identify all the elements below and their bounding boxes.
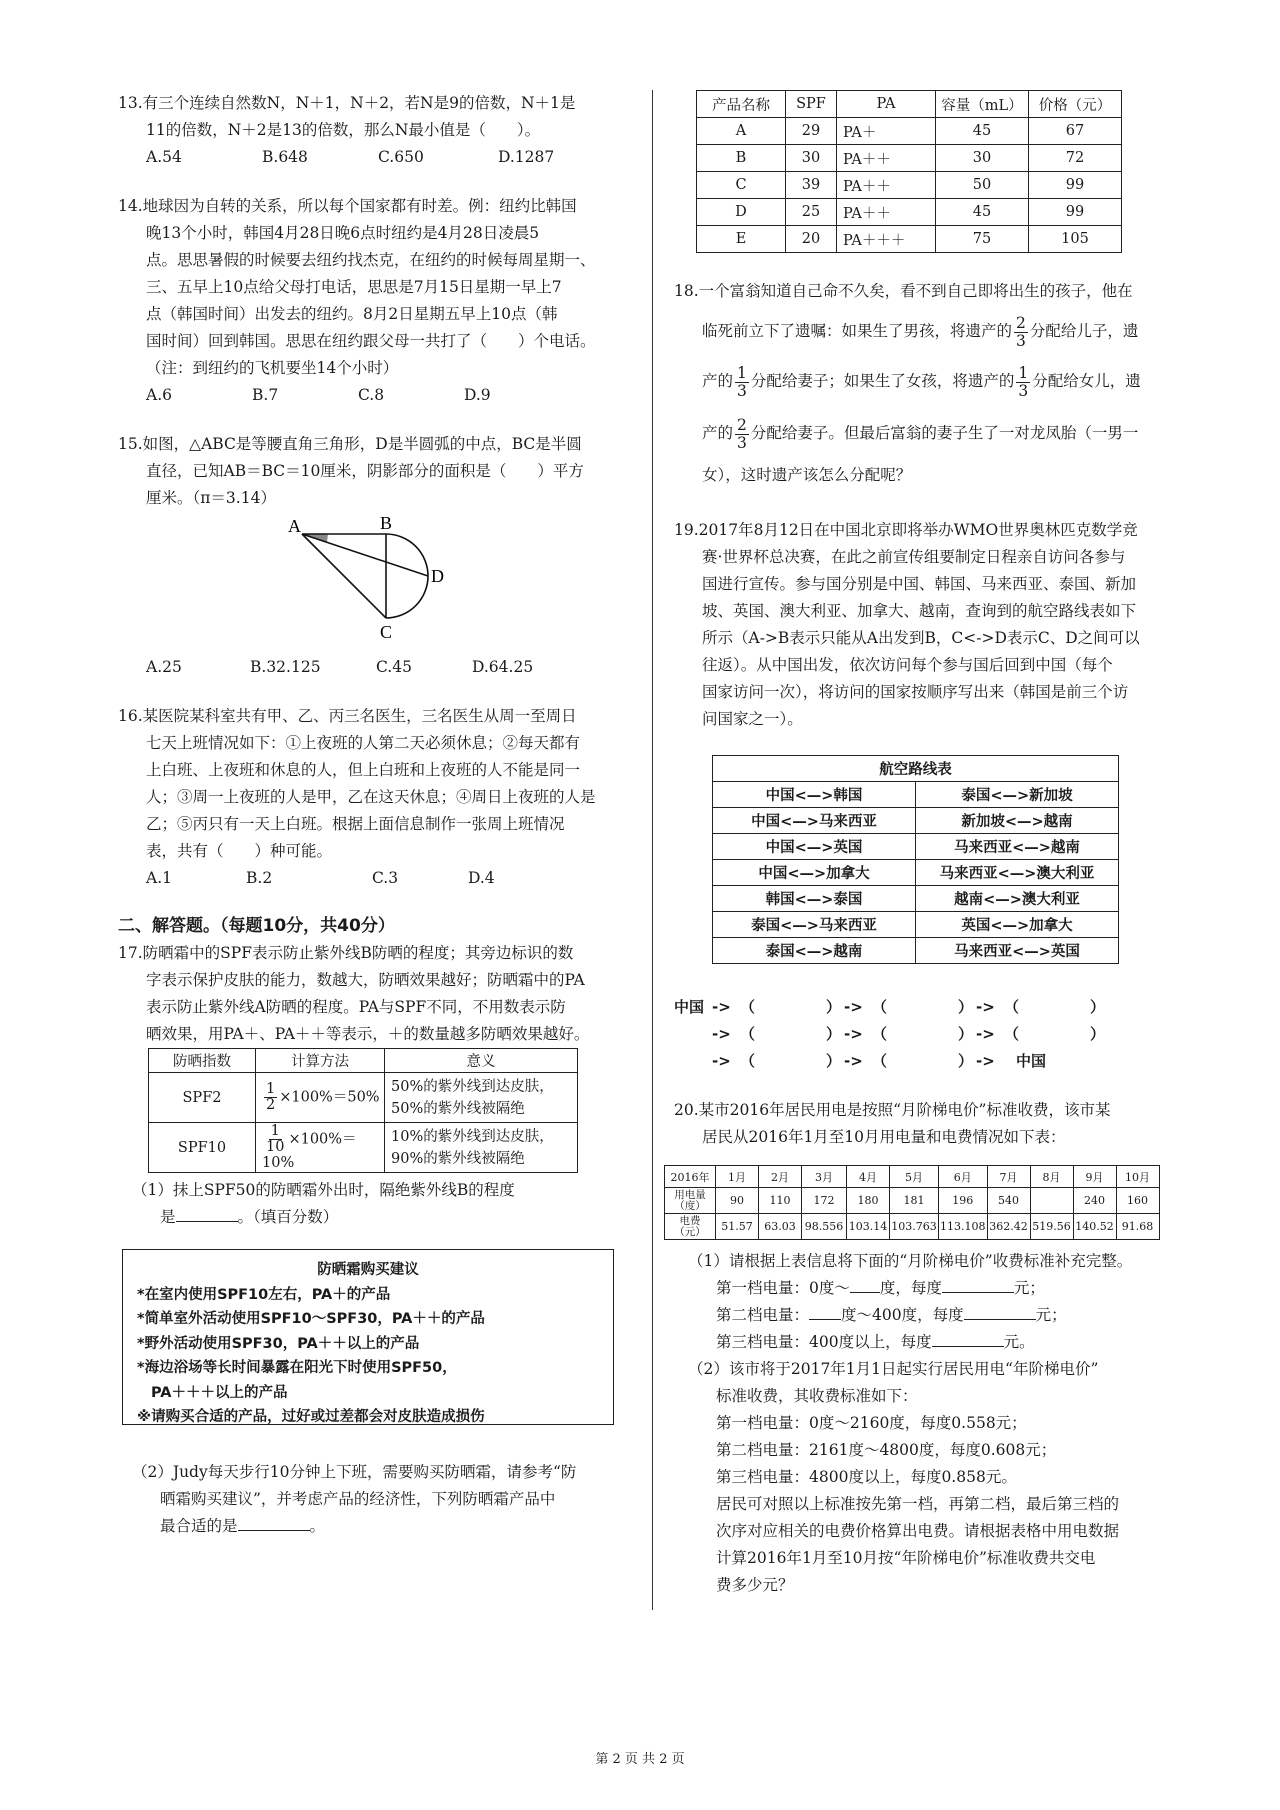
q20-sub2-line: 第三档电量：4800度以上，每度0.858元。	[716, 1468, 1017, 1486]
q14-line: （注：到纽约的飞机要坐14个小时）	[146, 359, 399, 377]
spf-row	[149, 1123, 578, 1173]
advice-box	[122, 1249, 614, 1425]
spf-table	[148, 1048, 578, 1173]
question-20	[670, 1097, 1182, 1599]
electricity-fee-row: 电费 （元） 51.57 63.03 98.556 103.14 103.763 113.108 362.42 519.56 140.52 91.68	[665, 1214, 1160, 1240]
q16-line: 七天上班情况如下：①上夜班的人第二天必须休息；②每天都有	[146, 734, 581, 752]
question-15	[118, 431, 636, 681]
option-b: B.2	[246, 869, 273, 887]
answer-blank[interactable]	[942, 1276, 1014, 1293]
q18-line: 女），这时遗产该怎么分配呢？	[702, 466, 912, 484]
label-d: D	[431, 566, 444, 586]
q17-line: 晒效果，用PA＋、PA＋＋等表示，＋的数量越多防晒效果越好。	[146, 1025, 590, 1043]
page-footer: 第 2 页 共 2 页	[595, 1752, 685, 1767]
option-c: C.8	[358, 386, 385, 404]
q20-sub2-line: （2）该市将于2017年1月1日起实行居民用电“年阶梯电价”	[688, 1360, 1099, 1378]
product-row: C 39 PA＋＋ 50 99	[697, 172, 1122, 199]
q17-sub2-answer-line: 最合适的是 。	[118, 1513, 636, 1540]
route-row: 中国<—>加拿大 马来西亚<—>澳大利亚	[713, 860, 1119, 886]
q17-sub2-line: 晒霜购买建议”，并考虑产品的经济性，下列防晒霜产品中	[160, 1490, 556, 1509]
route-answer	[674, 994, 1182, 1075]
route-row: 中国<—>英国 马来西亚<—>越南	[713, 834, 1119, 860]
label-b: B	[380, 513, 393, 533]
route-answer-row: -> （ ） -> （ ） -> （ ）	[712, 1025, 1106, 1043]
product-header: SPF	[786, 91, 837, 118]
route-start: 中国	[674, 998, 705, 1016]
q15-line: 直径，已知AB＝BC＝10厘米，阴影部分的面积是（ ）平方	[146, 462, 584, 480]
q16-line: 16.某医院某科室共有甲、乙、丙三名医生，三名医生从周一至周日	[118, 707, 577, 725]
q19-line: 19.2017年8月12日在中国北京即将举办WMO世界奥林匹克数学竞	[674, 521, 1138, 539]
q20-line: 20.某市2016年居民用电是按照“月阶梯电价”标准收费，该市某	[674, 1101, 1111, 1119]
option-b: B.648	[262, 148, 308, 166]
spf-header: 意义	[385, 1049, 578, 1073]
q19-line: 国进行宣传。参与国分别是中国、韩国、马来西亚、泰国、新加	[702, 575, 1137, 593]
answer-blank[interactable]	[964, 1303, 1036, 1320]
electricity-table	[664, 1165, 1160, 1240]
option-a: A.54	[146, 148, 182, 166]
label-a: A	[288, 516, 301, 536]
q17-sub2	[118, 1459, 636, 1540]
spf-header: 计算方法	[256, 1049, 385, 1073]
question-17	[118, 940, 636, 1540]
spf-calc: $\frac{1}{2}$ ×100%＝50%	[256, 1073, 385, 1123]
product-table	[696, 90, 1122, 253]
question-19	[674, 517, 1182, 1075]
q20-sub2-line: 第一档电量：0度～2160度，每度0.558元；	[716, 1414, 1027, 1432]
q20-sub2-line: 居民可对照以上标准按先第一档，再第二档，最后第三档的	[716, 1495, 1120, 1513]
option-c: C.3	[372, 869, 399, 887]
q20-sub1-line: （1）请根据上表信息将下面的“月阶梯电价”收费标准补充完整。	[688, 1252, 1133, 1270]
spf-header: 防晒指数	[149, 1049, 256, 1073]
answer-blank[interactable]	[238, 1514, 310, 1531]
q20-sub2-line: 费多少元？	[716, 1576, 794, 1594]
q13-line: 13.有三个连续自然数N，N＋1，N＋2，若N是9的倍数，N＋1是	[118, 94, 576, 112]
q17-sub1-answer-line: 是 。（填百分数）	[118, 1204, 636, 1231]
q19-line: 赛·世界杯总决赛，在此之前宣传组要制定日程亲自访问各参与	[702, 548, 1126, 566]
tier-3-line: 第三档电量：400度以上，每度 元。	[674, 1329, 1182, 1356]
product-header: 容量（mL）	[936, 91, 1029, 118]
advice-item: *野外活动使用SPF30，PA＋＋以上的产品	[137, 1335, 420, 1352]
product-row: D 25 PA＋＋ 45 99	[697, 199, 1122, 226]
q14-line: 三、五早上10点给父母打电话，思思是7月15日星期一早上7	[146, 278, 562, 296]
q19-line: 问国家之一）。	[702, 710, 803, 728]
q16-line: 表，共有（ ）种可能。	[146, 842, 333, 860]
semicircle-arc	[386, 534, 428, 618]
triangle-semicircle-figure	[118, 512, 478, 650]
q20-line: 居民从2016年1月至10月用电量和电费情况如下表：	[702, 1128, 1066, 1146]
product-header: PA	[837, 91, 936, 118]
q14-line: 点（韩国时间）出发去的纽约。8月2日星期五早上10点（韩	[146, 305, 558, 323]
spf-index: SPF10	[149, 1123, 256, 1173]
answer-blank[interactable]	[809, 1303, 841, 1320]
option-a: A.25	[146, 658, 182, 676]
route-row: 韩国<—>泰国 越南<—>澳大利亚	[713, 886, 1119, 912]
q19-line: 坡、英国、澳大利亚、加拿大、越南，查询到的航空路线表如下	[702, 602, 1137, 620]
q17-line: 字表示保护皮肤的能力，数越大，防晒效果越好；防晒霜中的PA	[146, 971, 585, 989]
product-row: A 29 PA＋ 45 67	[697, 118, 1122, 145]
electricity-header-row: 2016年 1月 2月 3月 4月 5月 6月 7月 8月 9月 10月	[665, 1166, 1160, 1188]
spf-index: SPF2	[149, 1073, 256, 1123]
answer-blank[interactable]	[932, 1330, 1004, 1347]
tier-1-line: 第一档电量：0度～ 度，每度 元；	[674, 1275, 1182, 1302]
option-d: D.1287	[498, 148, 555, 166]
option-c: C.650	[378, 148, 424, 166]
q17-line: 表示防止紫外线A防晒的程度。PA与SPF不同，不用数表示防	[146, 998, 566, 1016]
option-b: B.32.125	[250, 658, 321, 676]
q16-line: 上白班、上夜班和休息的人，但上白班和上夜班的人不能是同一	[146, 761, 581, 779]
spf-calc: $\frac{1}{10}$ ×100%＝10%	[256, 1123, 385, 1173]
q16-line: 乙；⑤丙只有一天上白班。根据上面信息制作一张周上班情况	[146, 815, 565, 833]
option-d: D.4	[468, 869, 495, 887]
q19-line: 国家访问一次），将访问的国家按顺序写出来（韩国是前三个访	[702, 683, 1129, 701]
question-18	[674, 275, 1182, 491]
route-row: 中国<—>韩国 泰国<—>新加坡	[713, 782, 1119, 808]
column-divider	[652, 90, 653, 1610]
advice-item: *简单室外活动使用SPF10～SPF30，PA＋＋的产品	[137, 1311, 485, 1328]
q14-line: 14.地球因为自转的关系，所以每个国家都有时差。例：纽约比韩国	[118, 197, 577, 215]
route-title: 航空路线表	[713, 756, 1119, 782]
route-answer-row: 中国 -> （ ） -> （ ） -> （ ）	[674, 994, 1182, 1021]
q14-line: 点。思思暑假的时候要去纽约找杰克，在纽约的时候每周星期一、	[146, 251, 596, 269]
q13-options	[118, 144, 636, 171]
spf-meaning: 50%的紫外线到达皮肤， 50%的紫外线被隔绝	[385, 1073, 578, 1123]
advice-item: *在室内使用SPF10左右，PA＋的产品	[137, 1286, 391, 1303]
q19-line: 往返）。从中国出发，依次访问每个参与国后回到中国（每个	[702, 656, 1113, 674]
route-table	[712, 755, 1119, 964]
q20-sub2-line: 次序对应相关的电费价格算出电费。请根据表格中用电数据	[716, 1522, 1120, 1540]
q18-line: 临死前立下了遗嘱：如果生了男孩，将遗产的 $\frac{2}{3}$ 分配给儿子，遗	[702, 314, 1139, 350]
q18-line: 产的 $\frac{1}{3}$ 分配给妻子；如果生了女孩，将遗产的 $\frac{1}{3}$ 分配给女儿，遗	[702, 364, 1141, 400]
answer-blank[interactable]	[850, 1276, 880, 1293]
q17-sub2-line: （2）Judy每天步行10分钟上下班，需要购买防晒霜，请参考“防	[132, 1463, 577, 1482]
q20-sub2-line: 第二档电量：2161度～4800度，每度0.608元；	[716, 1441, 1057, 1459]
q14-options	[118, 382, 636, 409]
q14-line: 晚13个小时，韩国4月28日晚6点时纽约是4月28日凌晨5	[146, 224, 540, 242]
advice-item: *海边浴场等长时间暴露在阳光下时使用SPF50，	[137, 1360, 457, 1377]
q15-line: 厘米。（π＝3.14）	[146, 489, 276, 507]
q20-sub1	[674, 1248, 1182, 1356]
q15-line: 15.如图，△ABC是等腰直角三角形，D是半圆弧的中点，BC是半圆	[118, 435, 582, 453]
route-end: 中国	[1016, 1052, 1047, 1070]
option-a: A.6	[146, 386, 172, 404]
q13-line: 11的倍数，N＋2是13的倍数，那么N最小值是（ ）。	[146, 121, 541, 139]
segment-ac	[302, 534, 386, 618]
question-16	[118, 703, 636, 892]
product-row: B 30 PA＋＋ 30 72	[697, 145, 1122, 172]
question-13	[118, 90, 636, 171]
option-a: A.1	[146, 869, 172, 887]
q19-line: 所示（A->B表示只能从A出发到B，C<->D表示C、D之间可以	[702, 629, 1140, 647]
route-row: 泰国<—>越南 马来西亚<—>英国	[713, 938, 1119, 964]
tier-2-line: 第二档电量： 度～400度，每度 元；	[674, 1302, 1182, 1329]
q20-sub2-line: 计算2016年1月至10月按“年阶梯电价”标准收费共交电	[716, 1549, 1096, 1567]
route-answer-row: -> （ ） -> （ ） -> 中国	[674, 1048, 1182, 1075]
advice-item: PA＋＋＋以上的产品	[151, 1384, 288, 1401]
question-14	[118, 193, 636, 409]
left-column	[118, 90, 636, 1540]
spf-meaning: 10%的紫外线到达皮肤， 90%的紫外线被隔绝	[385, 1123, 578, 1173]
label-c: C	[380, 622, 393, 642]
right-column	[670, 90, 1182, 1599]
q16-line: 人；③周一上夜班的人是甲，乙在这天休息；④周日上夜班的人是	[146, 788, 596, 806]
advice-title: 防晒霜购买建议	[317, 1262, 419, 1279]
q20-sub2-line: 标准收费，其收费标准如下：	[716, 1387, 918, 1405]
answer-blank[interactable]	[176, 1205, 238, 1222]
section-heading: 二、解答题。（每题10分，共40分）	[118, 916, 395, 936]
option-c: C.45	[376, 658, 412, 676]
q14-line: 国时间）回到韩国。思思在纽约跟父母一共打了（ ）个电话。	[146, 332, 596, 350]
q16-options	[118, 865, 636, 892]
product-header: 产品名称	[697, 91, 786, 118]
q20-sub2	[674, 1356, 1182, 1599]
option-d: D.64.25	[472, 658, 534, 676]
q17-line: 17.防晒霜中的SPF表示防止紫外线B防晒的程度；其旁边标识的数	[118, 944, 574, 962]
option-b: B.7	[252, 386, 279, 404]
route-row: 泰国<—>马来西亚 英国<—>加拿大	[713, 912, 1119, 938]
electricity-usage-row: 用电量 （度） 90 110 172 180 181 196 540 240 160	[665, 1188, 1160, 1214]
product-header: 价格（元）	[1029, 91, 1122, 118]
q18-line: 18.一个富翁知道自己命不久矣，看不到自己即将出生的孩子，他在	[674, 282, 1133, 300]
q17-sub1: （1）抹上SPF50的防晒霜外出时，隔绝紫外线B的程度	[132, 1181, 515, 1200]
spf-row	[149, 1073, 578, 1123]
product-row: E 20 PA＋＋＋ 75 105	[697, 226, 1122, 253]
q15-options	[118, 654, 636, 681]
advice-item: ※请购买合适的产品，过好或过差都会对皮肤造成损伤	[137, 1409, 485, 1426]
option-d: D.9	[464, 386, 491, 404]
q18-line: 产的 $\frac{2}{3}$ 分配给妻子。但最后富翁的妻子生了一对龙凤胎（一男一	[702, 416, 1139, 452]
route-row: 中国<—>马来西亚 新加坡<—>越南	[713, 808, 1119, 834]
